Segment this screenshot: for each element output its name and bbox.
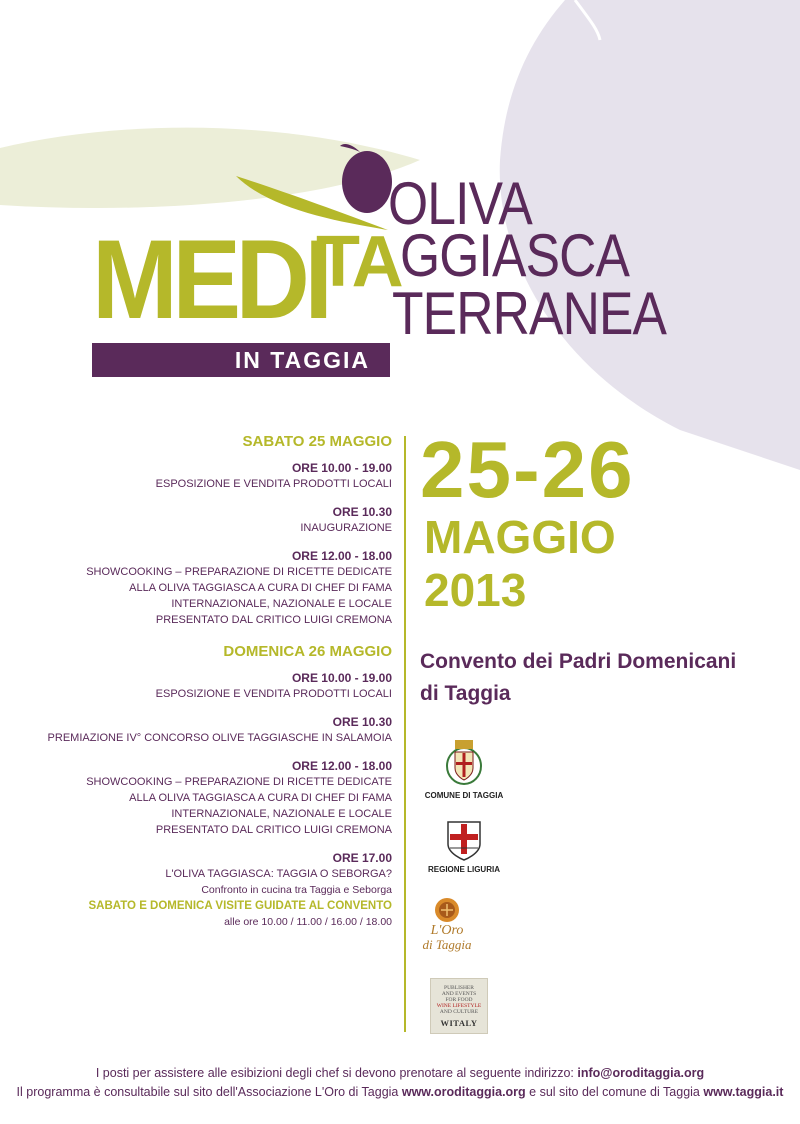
guided-tours-times: alle ore 10.00 / 11.00 / 16.00 / 18.00 — [224, 916, 392, 928]
event-desc: INTERNAZIONALE, NAZIONALE E LOCALE — [171, 598, 392, 610]
event-time: ORE 10.30 — [332, 505, 392, 519]
venue — [420, 646, 780, 710]
event-desc: ALLA OLIVA TAGGIASCA A CURA DI CHEF DI FAMA — [129, 582, 392, 594]
event-desc: ESPOSIZIONE E VENDITA PRODOTTI LOCALI — [155, 478, 392, 490]
logo-medi: MEDI — [92, 217, 328, 342]
oro-logo-line-1: L'Oro — [430, 923, 464, 938]
event-time: ORE 10.00 - 19.00 — [291, 461, 392, 475]
sponsor-oro-di-taggia — [412, 896, 482, 952]
footer-line-1 — [0, 1064, 800, 1083]
witaly-line: AND EVENTS — [441, 991, 477, 997]
regione-liguria-shield-icon — [446, 820, 482, 862]
footer-oro-site-link[interactable]: www.oroditaggia.org — [401, 1085, 526, 1099]
sun-event-1 — [40, 670, 392, 702]
witaly-brand: WITALY — [440, 1018, 478, 1028]
event-time: ORE 12.00 - 18.00 — [291, 759, 392, 773]
logo-oliva: OLIVA — [388, 170, 532, 237]
footer-comune-text: e sul sito del comune di Taggia — [525, 1085, 704, 1099]
event-desc: SHOWCOOKING – PREPARAZIONE DI RICETTE DEDICATE — [86, 566, 392, 578]
event-desc: PRESENTATO DAL CRITICO LUIGI CREMONA — [155, 824, 392, 836]
footer-taggia-site-link[interactable]: www.taggia.it — [703, 1085, 784, 1099]
event-desc: PREMIAZIONE IV° CONCORSO OLIVE TAGGIASCHE IN SALAMOIA — [47, 732, 392, 744]
sun-event-2 — [40, 714, 392, 746]
logo-ggiasca: GGIASCA — [400, 222, 630, 289]
guided-tours-title: SABATO E DOMENICA VISITE GUIDATE AL CONVENTO — [88, 900, 392, 912]
saturday-title: SABATO 25 MAGGIO — [242, 433, 392, 450]
regione-label: REGIONE LIGURIA — [427, 865, 500, 874]
event-desc: L'OLIVA TAGGIASCA: TAGGIA O SEBORGA? — [165, 868, 392, 880]
event-desc: PRESENTATO DAL CRITICO LUIGI CREMONA — [155, 614, 392, 626]
venue-line-2: di Taggia — [420, 682, 511, 705]
event-desc: SHOWCOOKING – PREPARAZIONE DI RICETTE DEDICATE — [86, 776, 392, 788]
sun-event-4 — [40, 850, 392, 898]
event-desc: ESPOSIZIONE E VENDITA PRODOTTI LOCALI — [155, 688, 392, 700]
sunday-title: DOMENICA 26 MAGGIO — [223, 643, 392, 660]
event-desc: Confronto in cucina tra Taggia e Seborga — [201, 884, 392, 896]
sponsor-comune-taggia — [414, 738, 514, 800]
footer-line-2 — [0, 1083, 800, 1102]
sat-event-3 — [40, 548, 392, 628]
footer-booking-text: I posti per assistere alle esibizioni degli chef si devono prenotare al seguente indirizzo: — [95, 1066, 578, 1080]
comune-taggia-crest-icon — [444, 738, 484, 788]
witaly-line: FOR FOOD — [445, 997, 473, 1003]
sponsor-witaly — [430, 978, 488, 1034]
event-time: ORE 12.00 - 18.00 — [291, 549, 392, 563]
event-year: 2013 — [424, 564, 527, 616]
footer-program-text: Il programma è consultabile sul sito dell'Associazione L'Oro di Taggia — [16, 1085, 402, 1099]
event-desc: INTERNAZIONALE, NAZIONALE E LOCALE — [171, 808, 392, 820]
oro-di-taggia-emblem-icon — [433, 896, 461, 924]
event-desc: INAUGURAZIONE — [300, 522, 392, 534]
event-desc: ALLA OLIVA TAGGIASCA A CURA DI CHEF DI FAMA — [129, 792, 392, 804]
divider-line — [404, 436, 406, 1032]
logo-in-taggia-banner: IN TAGGIA — [92, 343, 390, 377]
oro-logo-line-2: di Taggia — [422, 937, 472, 952]
event-time: ORE 10.00 - 19.00 — [291, 671, 392, 685]
program-column — [40, 432, 392, 930]
event-time: ORE 17.00 — [332, 851, 392, 865]
witaly-line: PUBLISHER — [444, 985, 474, 991]
olive-fruit-shape — [342, 151, 392, 213]
sun-event-3 — [40, 758, 392, 838]
event-time: ORE 10.30 — [332, 715, 392, 729]
witaly-line: WINE LIFESTYLE — [436, 1003, 482, 1009]
venue-line-1: Convento dei Padri Domenicani — [420, 650, 737, 673]
witaly-line: AND CULTURE — [439, 1009, 479, 1015]
footer — [0, 1064, 800, 1102]
logo-terranea: TERRANEA — [392, 280, 667, 347]
comune-label: COMUNE DI TAGGIA — [424, 791, 504, 800]
sat-event-2 — [40, 504, 392, 536]
sat-event-1 — [40, 460, 392, 492]
event-days: 25-26 — [420, 425, 635, 514]
logo-ta: TA — [316, 222, 401, 302]
sponsor-regione-liguria — [414, 820, 514, 874]
event-month: MAGGIO — [424, 511, 616, 563]
footer-email-link[interactable]: info@oroditaggia.org — [577, 1066, 705, 1080]
